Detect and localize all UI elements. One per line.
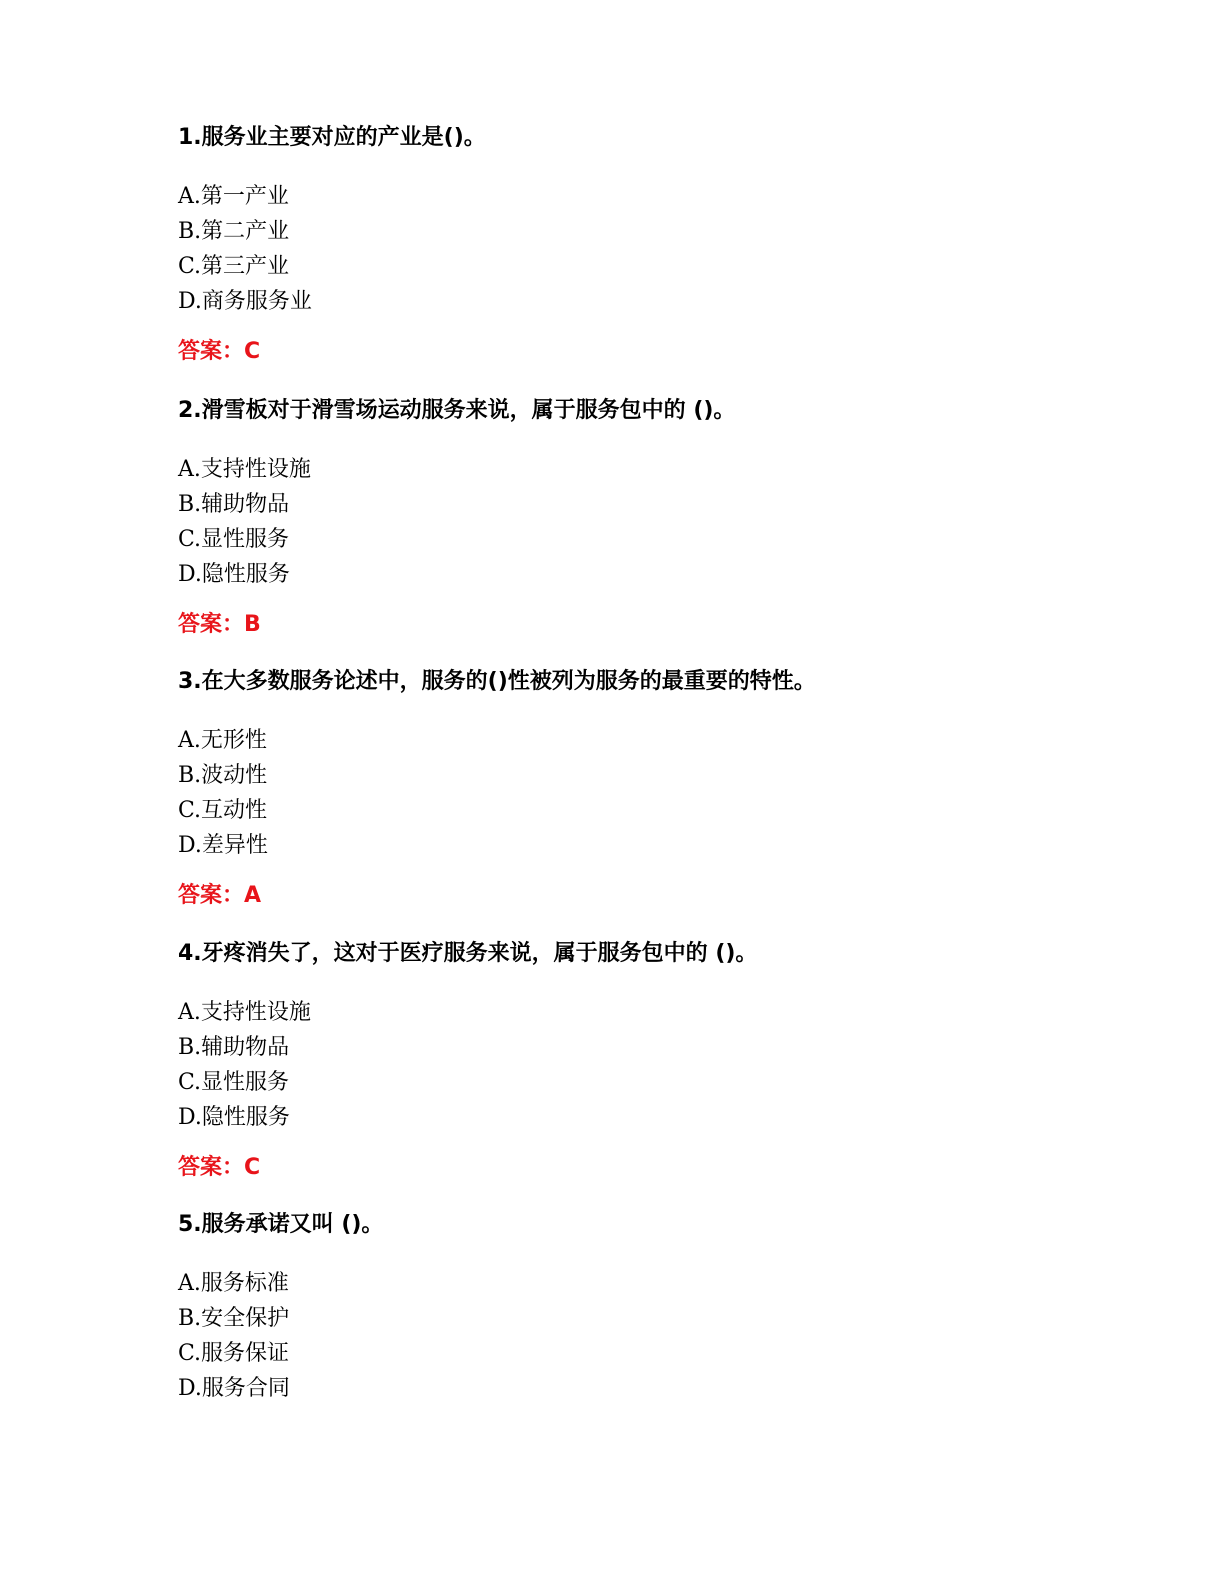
question-text: 3.在大多数服务论述中，服务的()性被列为服务的最重要的特性。 xyxy=(178,669,816,694)
option-d: D.商务服务业 xyxy=(178,289,312,314)
question-text: 4.牙疼消失了，这对于医疗服务来说，属于服务包中的 ()。 xyxy=(178,941,758,966)
question-text: 5.服务承诺又叫 ()。 xyxy=(178,1212,384,1237)
option-c: C.互动性 xyxy=(178,798,268,823)
option-c: C.显性服务 xyxy=(178,527,290,552)
question-2 xyxy=(178,396,1138,640)
option-a: A.服务标准 xyxy=(178,1271,289,1296)
option-list xyxy=(178,723,1138,863)
answer-label: 答案：A xyxy=(178,883,262,908)
option-a: A.支持性设施 xyxy=(178,1000,311,1025)
option-b: B.安全保护 xyxy=(178,1306,290,1331)
option-b: B.波动性 xyxy=(178,763,268,788)
question-1 xyxy=(178,123,1138,367)
question-text: 2.滑雪板对于滑雪场运动服务来说，属于服务包中的 ()。 xyxy=(178,398,736,423)
option-list xyxy=(178,995,1138,1135)
option-d: D.隐性服务 xyxy=(178,1105,290,1130)
question-3 xyxy=(178,667,1138,911)
option-list xyxy=(178,452,1138,592)
option-b: B.辅助物品 xyxy=(178,1035,290,1060)
option-b: B.辅助物品 xyxy=(178,492,290,517)
option-b: B.第二产业 xyxy=(178,219,290,244)
answer-label: 答案：C xyxy=(178,1155,261,1180)
answer-label: 答案：C xyxy=(178,339,261,364)
option-a: A.无形性 xyxy=(178,728,267,753)
option-d: D.差异性 xyxy=(178,833,268,858)
option-c: C.第三产业 xyxy=(178,254,290,279)
answer-label: 答案：B xyxy=(178,612,261,637)
question-text: 1.服务业主要对应的产业是()。 xyxy=(178,125,486,150)
question-4 xyxy=(178,939,1138,1183)
option-list xyxy=(178,1266,1138,1406)
option-d: D.服务合同 xyxy=(178,1376,290,1401)
option-d: D.隐性服务 xyxy=(178,562,290,587)
question-5 xyxy=(178,1210,1138,1406)
option-a: A.第一产业 xyxy=(178,184,289,209)
option-a: A.支持性设施 xyxy=(178,457,311,482)
option-list xyxy=(178,179,1138,319)
option-c: C.服务保证 xyxy=(178,1341,290,1366)
option-c: C.显性服务 xyxy=(178,1070,290,1095)
